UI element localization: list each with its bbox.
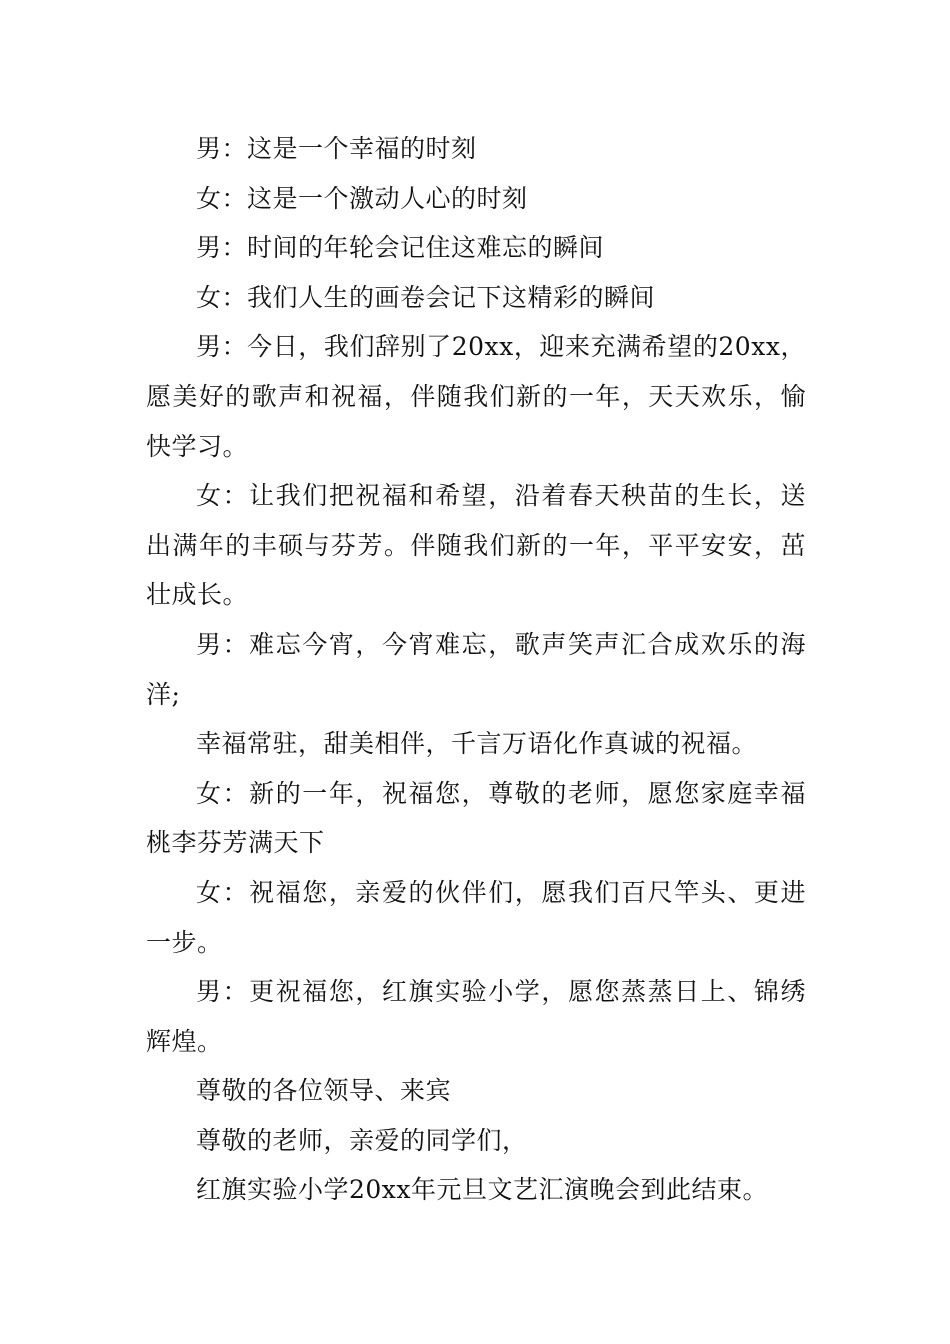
paragraph: 男：这是一个幸福的时刻 [196,134,477,163]
paragraph: 女：我们人生的画卷会记下这精彩的瞬间 [196,282,656,312]
document-body [146,124,806,1215]
paragraph: 男：时间的年轮会记住这难忘的瞬间 [196,233,605,263]
paragraph: 红旗实验小学20xx年元旦文艺汇演晚会到此结束。 [196,1175,769,1205]
paragraph: 女：这是一个激动人心的时刻 [196,183,528,213]
paragraph: 男：今日，我们辞别了20xx，迎来充满希望的20xx，愿美好的歌声和祝福，伴随我们新的一年，天天欢乐，愉快学习。 [146,332,806,461]
paragraph: 女：新的一年，祝福您，尊敬的老师，愿您家庭幸福桃李芬芳满天下 [146,778,806,858]
paragraph: 女：让我们把祝福和希望，沿着春天秧苗的生长，送出满年的丰硕与芬芳。伴随我们新的一年，平平安安，茁壮成长。 [146,481,806,610]
paragraph: 男：更祝福您，红旗实验小学，愿您蒸蒸日上、锦绣辉煌。 [146,977,806,1056]
paragraph: 尊敬的各位领导、来宾 [196,1076,452,1106]
paragraph: 女：祝福您，亲爱的伙伴们，愿我们百尺竿头、更进一步。 [146,877,806,957]
paragraph: 男：难忘今宵，今宵难忘，歌声笑声汇合成欢乐的海洋; [146,629,806,709]
paragraph: 幸福常驻，甜美相伴，千言万语化作真诚的祝福。 [196,729,758,759]
paragraph: 尊敬的老师，亲爱的同学们， [196,1125,528,1155]
